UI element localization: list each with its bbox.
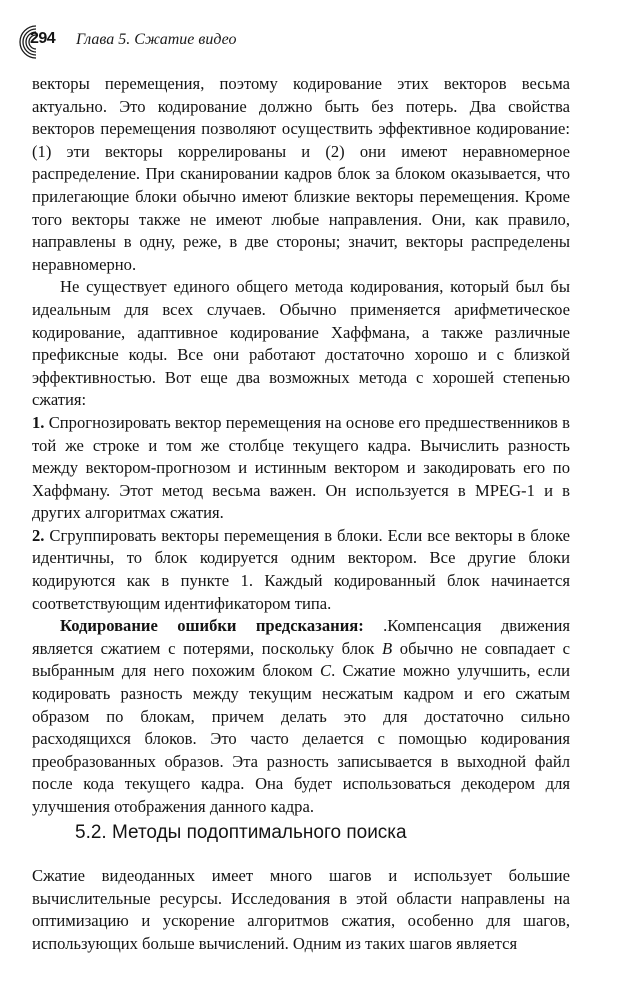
paragraph: векторы перемещения, поэтому кодирование этих векторов весьма актуально. Это кодирование должно быть без потерь. Два свойства векторов перемещения позволяют осуществить эффективное кодирование: (1) эти векторы коррелированы и (2) они имеют неравномерное распределение. При сканировании кадров блок за блоком оказывается, что прилегающие блоки обычно имеют близкие векторы перемещения. Кроме того векторы также не имеют любые направления. Они, как правило, направлены в одну, реже, в две стороны; значит, векторы распределены неравномерно. (32, 74, 570, 274)
section-text (32, 865, 570, 955)
variable-b: B (382, 638, 393, 658)
page-number: 294 (30, 30, 56, 47)
text-run: .Компенсация движения является сжатием с потерями, поскольку блок (32, 616, 570, 658)
page-number-badge (14, 22, 58, 62)
list-item-text: Сгруппировать векторы перемещения в блоки. Если все векторы в блоке идентичны, то блок кодируется одним вектором. Все другие блоки кодируются как в пункте 1. Каждый кодированный блок начинается соответствующим идентификатором типа. (32, 525, 570, 613)
run-in-heading: Кодирование ошибки предсказания: (60, 616, 364, 636)
running-head: Глава 5. Сжатие видео (76, 31, 237, 48)
paragraph: Сжатие видеоданных имеет много шагов и использует большие вычислительные ресурсы. Исследования в этой области направлены на оптимизацию и ускорение алгоритмов сжатия, особенно для шагов, использующих больше вычислений. Одним из таких шагов является (32, 866, 570, 953)
list-item-text: Спрогнозировать вектор перемещения на основе его предшественников в той же строке и том же столбце текущего кадра. Вычислить разность между вектором-прогнозом и истинным вектором и закодировать его по Хаффману. Этот метод весьма важен. Он используется в MPEG-1 и в других алгоритмах сжатия. (32, 412, 570, 523)
paragraph (32, 615, 570, 818)
main-text (32, 73, 570, 819)
variable-c: C (319, 661, 332, 681)
text-run: обычно не совпадает с выбранным для него похожим блоком (32, 638, 570, 681)
list-item (32, 412, 570, 525)
list-item (32, 525, 570, 615)
list-number: 1. (32, 412, 45, 432)
text-run: . Сжатие можно улучшить, если кодировать разность между текущим несжатым кадром и его сжатым образом по блокам, причем делать это для достаточно сильно расходящихся блоков. Это часто делается с помощью кодирования преобразованных образов. Эта разность записывается в выходной файл после кода текущего кадра. Она будет использоваться декодером для улучшения отображения данного кадра. (32, 661, 571, 816)
list-number: 2. (32, 525, 45, 545)
page-header (14, 22, 614, 62)
paragraph: Не существует единого общего метода кодирования, который был бы идеальным для всех случаев. Обычно применяется арифметическое кодирование, адаптивное кодирование Хаффмана, а также различные префиксные коды. Все они работают достаточно хорошо и с близкой эффективностью. Вот еще два возможных метода с хорошей степенью сжатия: (32, 277, 570, 410)
section-heading: 5.2. Методы подоптимального поиска (75, 822, 407, 843)
